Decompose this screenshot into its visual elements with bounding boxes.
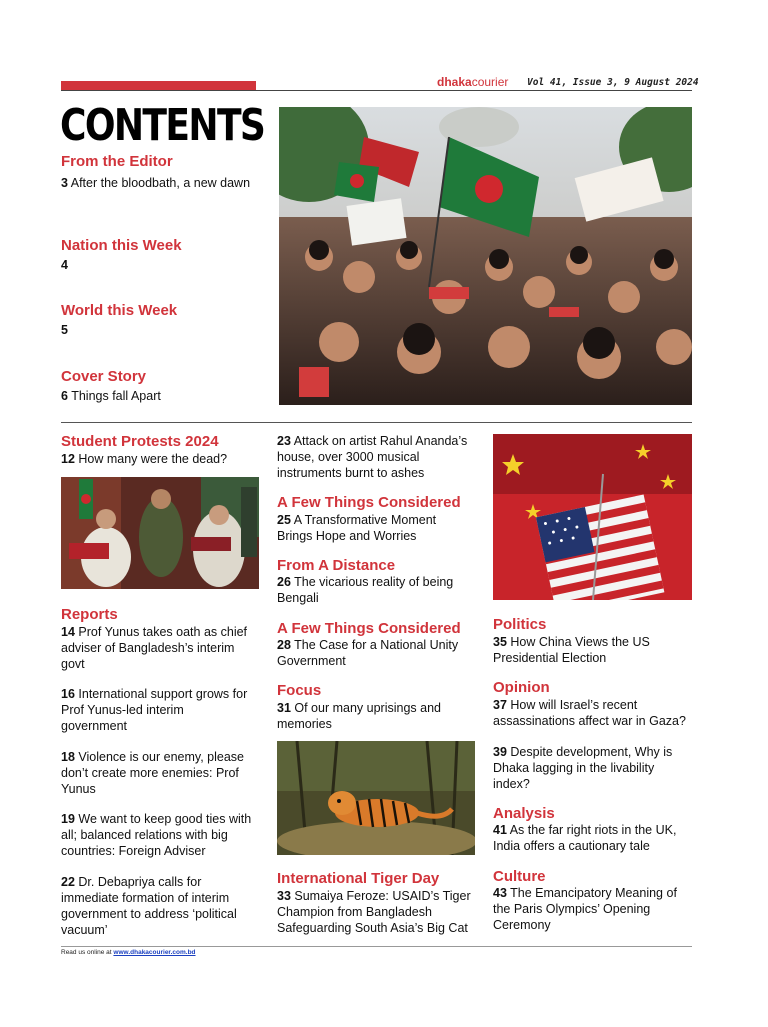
item-23[interactable] xyxy=(277,433,482,481)
item-12[interactable] xyxy=(61,451,261,467)
page-num: 23 xyxy=(277,434,291,448)
item-31[interactable] xyxy=(277,700,462,732)
item-16[interactable] xyxy=(61,686,251,734)
mid-rule xyxy=(61,422,692,423)
brand-light: courier xyxy=(471,75,509,89)
page-num: 16 xyxy=(61,687,75,701)
issue-line: Vol 41, Issue 3, 9 August 2024 xyxy=(527,77,699,88)
item-text: How will Israel’s recent assassinations affect war in Gaza? xyxy=(493,698,686,728)
item-text: Despite development, Why is Dhaka lagging in the livability index? xyxy=(493,745,673,791)
item-text: How China Views the US Presidential Election xyxy=(493,635,650,665)
page-num: 6 xyxy=(61,389,68,403)
page-num: 12 xyxy=(61,452,75,466)
item-text: The Emancipatory Meaning of the Paris Olympics’ Opening Ceremony xyxy=(493,886,677,932)
item-28[interactable] xyxy=(277,637,477,669)
page-num: 43 xyxy=(493,886,507,900)
item-text: A Transformative Moment Brings Hope and Worries xyxy=(277,513,437,543)
item-text: We want to keep good ties with all; balanced relations with big countries: Foreign Adviser xyxy=(61,812,252,858)
page-num: 5 xyxy=(61,323,68,337)
page-title: CONTENTS xyxy=(60,100,265,151)
item-6[interactable] xyxy=(61,388,161,404)
item-35[interactable] xyxy=(493,634,683,666)
brand-bold: dhaka xyxy=(437,75,472,89)
item-37[interactable] xyxy=(493,697,693,729)
header-red-bar xyxy=(61,81,256,90)
item-25[interactable] xyxy=(277,512,467,544)
section-nation-week: Nation this Week xyxy=(61,237,182,254)
page-num: 22 xyxy=(61,875,75,889)
section-tiger-day: International Tiger Day xyxy=(277,870,440,887)
section-from-distance: From A Distance xyxy=(277,557,396,574)
item-41[interactable] xyxy=(493,822,693,854)
tiger-photo xyxy=(277,741,475,855)
page-num: 31 xyxy=(277,701,291,715)
item-text: How many were the dead? xyxy=(78,452,228,466)
section-culture: Culture xyxy=(493,868,546,885)
page-num: 35 xyxy=(493,635,507,649)
section-politics: Politics xyxy=(493,616,547,633)
item-43[interactable] xyxy=(493,885,678,933)
oath-photo xyxy=(61,477,259,589)
item-39[interactable] xyxy=(493,744,688,792)
item-text: Dr. Debapriya calls for immediate formation of interim government to address ‘political vacuum’ xyxy=(61,875,237,937)
section-from-editor: From the Editor xyxy=(61,153,173,170)
page-num: 37 xyxy=(493,698,507,712)
header-rule xyxy=(61,90,692,91)
page-num: 4 xyxy=(61,258,68,272)
item-text: Sumaiya Feroze: USAID’s Tiger Champion from Bangladesh Safeguarding South Asia’s Big Cat xyxy=(277,889,471,935)
item-5[interactable] xyxy=(61,322,68,338)
item-text: Attack on artist Rahul Ananda’s house, over 3000 musical instruments burnt to ashes xyxy=(277,434,468,480)
item-text: International support grows for Prof Yunus-led interim government xyxy=(61,687,248,733)
section-reports: Reports xyxy=(61,606,118,623)
section-focus: Focus xyxy=(277,682,322,699)
page-num: 19 xyxy=(61,812,75,826)
flags-photo xyxy=(493,434,692,600)
item-33[interactable] xyxy=(277,888,477,936)
item-19[interactable] xyxy=(61,811,259,859)
item-26[interactable] xyxy=(277,574,477,606)
page-num: 33 xyxy=(277,889,291,903)
item-text: Violence is our enemy, please don’t create more enemies: Prof Yunus xyxy=(61,750,244,796)
item-text: After the bloodbath, a new dawn xyxy=(70,176,251,190)
section-analysis: Analysis xyxy=(493,805,555,822)
page-num: 14 xyxy=(61,625,75,639)
section-student-protests: Student Protests 2024 xyxy=(61,433,219,450)
page-num: 26 xyxy=(277,575,291,589)
item-text: Prof Yunus takes oath as chief adviser of Bangladesh’s interim govt xyxy=(61,625,248,671)
item-4[interactable] xyxy=(61,257,68,273)
section-few-things-2: A Few Things Considered xyxy=(277,620,461,637)
section-world-week: World this Week xyxy=(61,302,178,319)
section-opinion: Opinion xyxy=(493,679,550,696)
item-18[interactable] xyxy=(61,749,261,797)
item-3[interactable] xyxy=(61,174,251,192)
page-num: 3 xyxy=(61,176,68,190)
item-text: The Case for a National Unity Government xyxy=(277,638,459,668)
page-num: 28 xyxy=(277,638,291,652)
cover-photo xyxy=(279,107,692,405)
item-text: The vicarious reality of being Bengali xyxy=(277,575,454,605)
page-num: 25 xyxy=(277,513,291,527)
item-text: Of our many uprisings and memories xyxy=(277,701,441,731)
footer-link[interactable]: www.dhakacourier.com.bd xyxy=(113,949,196,956)
page-num: 18 xyxy=(61,750,75,764)
page-num: 39 xyxy=(493,745,507,759)
footer-rule xyxy=(61,946,692,947)
item-text: Things fall Apart xyxy=(71,389,161,403)
footer-prefix: Read us online at xyxy=(61,949,114,956)
section-few-things-1: A Few Things Considered xyxy=(277,494,461,511)
footer xyxy=(61,949,196,956)
item-text: As the far right riots in the UK, India offers a cautionary tale xyxy=(493,823,677,853)
section-cover-story: Cover Story xyxy=(61,368,147,385)
page-num: 41 xyxy=(493,823,507,837)
item-22[interactable] xyxy=(61,874,261,938)
header-brand xyxy=(437,75,508,89)
item-14[interactable] xyxy=(61,624,261,672)
